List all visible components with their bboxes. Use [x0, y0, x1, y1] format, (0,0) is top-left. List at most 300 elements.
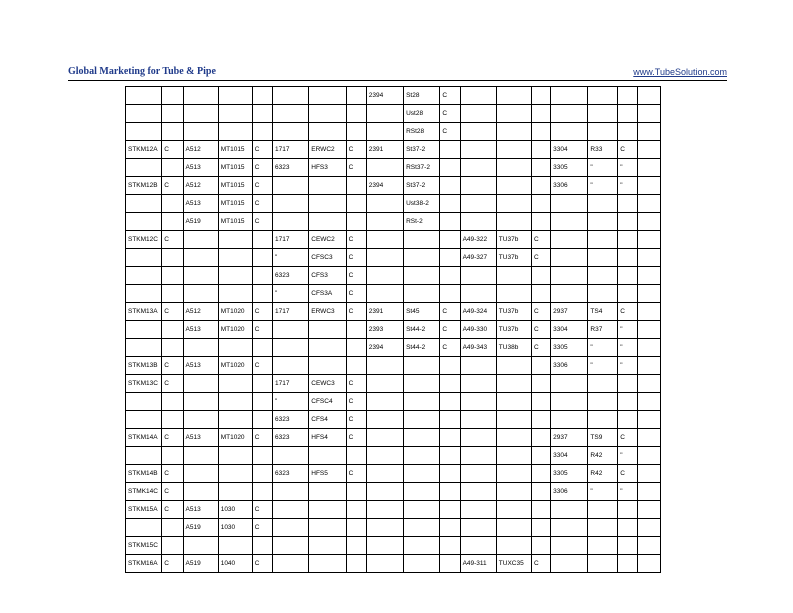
table-cell	[218, 483, 252, 501]
table-cell	[638, 555, 661, 573]
table-cell: C	[346, 231, 366, 249]
table-cell	[273, 357, 309, 375]
table-cell	[218, 249, 252, 267]
table-cell	[404, 411, 440, 429]
table-cell	[346, 213, 366, 231]
table-cell	[346, 483, 366, 501]
table-cell: 1717	[273, 303, 309, 321]
table-cell	[638, 519, 661, 537]
table-cell: STKM16A	[126, 555, 162, 573]
table-cell	[183, 231, 218, 249]
table-cell	[162, 321, 183, 339]
table-cell	[638, 267, 661, 285]
table-cell	[496, 447, 531, 465]
table-cell	[618, 411, 638, 429]
table-cell	[366, 465, 403, 483]
table-cell	[618, 375, 638, 393]
table-cell	[588, 231, 618, 249]
table-cell: MT1015	[218, 141, 252, 159]
table-cell: 6323	[273, 159, 309, 177]
table-cell	[162, 123, 183, 141]
table-cell	[460, 105, 496, 123]
table-cell	[531, 411, 550, 429]
table-cell: "	[618, 483, 638, 501]
table-cell	[638, 357, 661, 375]
table-row	[126, 429, 661, 447]
table-cell: A513	[183, 159, 218, 177]
table-cell	[183, 87, 218, 105]
table-cell	[551, 195, 588, 213]
table-cell	[183, 537, 218, 555]
table-cell	[460, 285, 496, 303]
table-cell: St37-2	[404, 141, 440, 159]
header-title: Global Marketing for Tube & Pipe	[68, 66, 216, 77]
table-cell: C	[252, 519, 272, 537]
table-cell: C	[162, 555, 183, 573]
table-cell	[638, 159, 661, 177]
table-cell	[366, 411, 403, 429]
table-row	[126, 249, 661, 267]
table-cell	[183, 375, 218, 393]
steel-grade-table	[125, 86, 661, 573]
table-cell	[309, 447, 346, 465]
table-cell	[218, 231, 252, 249]
table-cell	[638, 483, 661, 501]
table-cell	[638, 285, 661, 303]
table-cell	[218, 393, 252, 411]
table-cell	[638, 411, 661, 429]
table-cell: 3304	[551, 141, 588, 159]
table-cell	[252, 411, 272, 429]
table-cell	[309, 483, 346, 501]
table-cell: STKM12A	[126, 141, 162, 159]
table-row	[126, 267, 661, 285]
table-cell: STKM14A	[126, 429, 162, 447]
table-cell	[273, 87, 309, 105]
table-cell	[496, 159, 531, 177]
table-cell: St45	[404, 303, 440, 321]
table-cell	[346, 123, 366, 141]
table-cell	[440, 267, 460, 285]
table-cell	[551, 537, 588, 555]
table-row	[126, 87, 661, 105]
table-cell: 3305	[551, 465, 588, 483]
table-cell	[126, 213, 162, 231]
table-cell	[440, 465, 460, 483]
table-cell	[531, 159, 550, 177]
table-row	[126, 519, 661, 537]
table-cell: R42	[588, 465, 618, 483]
table-cell	[366, 231, 403, 249]
table-cell: C	[346, 303, 366, 321]
table-cell	[404, 429, 440, 447]
table-cell	[460, 195, 496, 213]
table-cell	[346, 519, 366, 537]
table-cell	[618, 537, 638, 555]
table-cell: C	[252, 213, 272, 231]
table-cell: MT1020	[218, 321, 252, 339]
table-cell	[309, 195, 346, 213]
table-cell: C	[618, 465, 638, 483]
table-cell: 1717	[273, 141, 309, 159]
table-cell	[638, 447, 661, 465]
table-row	[126, 285, 661, 303]
table-cell: C	[346, 249, 366, 267]
table-cell	[366, 501, 403, 519]
table-cell: C	[162, 429, 183, 447]
table-cell	[588, 393, 618, 411]
table-cell	[309, 213, 346, 231]
table-row	[126, 465, 661, 483]
table-cell	[531, 87, 550, 105]
table-cell	[366, 285, 403, 303]
table-cell	[346, 357, 366, 375]
table-cell	[218, 123, 252, 141]
table-cell: CFSC3	[309, 249, 346, 267]
table-cell	[618, 87, 638, 105]
table-cell: A519	[183, 555, 218, 573]
table-cell: 1030	[218, 519, 252, 537]
table-cell	[218, 285, 252, 303]
table-cell	[366, 195, 403, 213]
table-cell	[218, 375, 252, 393]
table-cell	[440, 375, 460, 393]
table-cell	[496, 267, 531, 285]
table-cell	[183, 105, 218, 123]
table-cell	[618, 285, 638, 303]
table-cell	[440, 249, 460, 267]
table-cell	[460, 501, 496, 519]
table-cell	[309, 555, 346, 573]
table-row	[126, 231, 661, 249]
table-row	[126, 159, 661, 177]
table-cell	[183, 123, 218, 141]
table-cell	[496, 411, 531, 429]
table-cell	[440, 447, 460, 465]
table-cell	[588, 285, 618, 303]
table-cell	[218, 411, 252, 429]
table-cell: CFS4	[309, 411, 346, 429]
table-cell	[366, 519, 403, 537]
table-cell	[618, 105, 638, 123]
table-cell	[460, 177, 496, 195]
table-cell	[126, 339, 162, 357]
table-cell	[404, 231, 440, 249]
table-cell	[404, 483, 440, 501]
table-cell	[404, 357, 440, 375]
table-cell: A49-327	[460, 249, 496, 267]
table-cell	[588, 267, 618, 285]
table-row	[126, 339, 661, 357]
table-cell: STMK14C	[126, 483, 162, 501]
table-cell	[183, 465, 218, 483]
table-cell: C	[162, 177, 183, 195]
table-cell	[460, 519, 496, 537]
table-cell	[252, 231, 272, 249]
header-divider	[68, 80, 727, 81]
table-cell: A513	[183, 429, 218, 447]
table-cell	[273, 483, 309, 501]
table-cell	[460, 537, 496, 555]
table-cell	[638, 375, 661, 393]
table-cell: STKM12C	[126, 231, 162, 249]
table-cell: "	[618, 339, 638, 357]
table-cell	[618, 123, 638, 141]
table-cell: R42	[588, 447, 618, 465]
table-cell: CFS3	[309, 267, 346, 285]
table-cell	[496, 213, 531, 231]
table-cell: C	[162, 375, 183, 393]
table-cell	[638, 321, 661, 339]
table-cell	[346, 339, 366, 357]
table-cell: Ust38-2	[404, 195, 440, 213]
table-cell: C	[252, 177, 272, 195]
table-cell	[460, 375, 496, 393]
table-cell	[252, 87, 272, 105]
table-cell	[638, 141, 661, 159]
table-row	[126, 501, 661, 519]
table-cell	[218, 267, 252, 285]
table-cell: C	[618, 429, 638, 447]
table-cell	[404, 555, 440, 573]
table-cell: 2391	[366, 141, 403, 159]
table-cell	[496, 357, 531, 375]
table-body	[126, 87, 661, 573]
table-cell	[309, 519, 346, 537]
table-cell: 3304	[551, 447, 588, 465]
table-cell: C	[346, 159, 366, 177]
table-cell: C	[162, 303, 183, 321]
table-cell	[638, 231, 661, 249]
table-cell	[162, 285, 183, 303]
table-cell	[551, 123, 588, 141]
table-cell	[126, 195, 162, 213]
table-cell: CFSC4	[309, 393, 346, 411]
table-cell	[404, 537, 440, 555]
table-cell	[531, 357, 550, 375]
table-cell: STKM13A	[126, 303, 162, 321]
table-cell: C	[618, 141, 638, 159]
table-cell: STKM14B	[126, 465, 162, 483]
table-cell	[404, 393, 440, 411]
table-cell: 2393	[366, 321, 403, 339]
table-cell: "	[588, 483, 618, 501]
table-cell	[366, 123, 403, 141]
table-cell	[588, 195, 618, 213]
table-cell	[588, 105, 618, 123]
table-cell	[404, 501, 440, 519]
table-cell: "	[273, 393, 309, 411]
table-cell	[551, 393, 588, 411]
table-cell	[531, 123, 550, 141]
table-cell	[162, 393, 183, 411]
table-cell	[551, 375, 588, 393]
table-row	[126, 213, 661, 231]
table-row	[126, 447, 661, 465]
table-cell	[551, 249, 588, 267]
table-cell	[183, 393, 218, 411]
table-cell	[531, 105, 550, 123]
table-cell	[183, 447, 218, 465]
table-cell	[162, 519, 183, 537]
table-cell	[638, 177, 661, 195]
table-cell	[460, 447, 496, 465]
table-cell	[366, 555, 403, 573]
table-cell	[638, 123, 661, 141]
table-cell	[252, 285, 272, 303]
table-cell	[618, 501, 638, 519]
table-cell	[638, 393, 661, 411]
table-cell	[531, 447, 550, 465]
table-cell: HFS5	[309, 465, 346, 483]
table-cell: TUXC35	[496, 555, 531, 573]
table-cell	[346, 195, 366, 213]
table-cell	[496, 519, 531, 537]
website-link[interactable]: www.TubeSolution.com	[633, 67, 727, 77]
table-cell	[440, 195, 460, 213]
table-cell: C	[252, 501, 272, 519]
table-cell: R33	[588, 141, 618, 159]
table-cell	[618, 393, 638, 411]
table-cell	[346, 105, 366, 123]
table-cell	[162, 339, 183, 357]
table-cell: TU37b	[496, 231, 531, 249]
table-cell	[551, 267, 588, 285]
table-cell: TU37b	[496, 321, 531, 339]
table-cell: MT1020	[218, 303, 252, 321]
table-row	[126, 303, 661, 321]
table-cell: A49-311	[460, 555, 496, 573]
table-cell: C	[252, 357, 272, 375]
table-cell	[496, 393, 531, 411]
table-cell	[531, 537, 550, 555]
table-cell	[440, 555, 460, 573]
table-cell	[531, 213, 550, 231]
table-cell	[162, 249, 183, 267]
table-cell	[551, 231, 588, 249]
table-cell	[366, 213, 403, 231]
table-cell: C	[162, 465, 183, 483]
table-cell: C	[531, 555, 550, 573]
table-cell	[366, 105, 403, 123]
table-cell	[183, 339, 218, 357]
table-cell: 6323	[273, 411, 309, 429]
table-cell: RSt28	[404, 123, 440, 141]
table-cell: "	[588, 339, 618, 357]
table-cell: C	[346, 267, 366, 285]
table-cell	[618, 519, 638, 537]
table-cell	[496, 105, 531, 123]
table-cell: STKM12B	[126, 177, 162, 195]
table-cell	[126, 159, 162, 177]
table-cell: A513	[183, 357, 218, 375]
table-cell	[273, 123, 309, 141]
table-cell	[531, 177, 550, 195]
table-row	[126, 375, 661, 393]
table-cell	[531, 393, 550, 411]
table-cell: C	[252, 321, 272, 339]
table-row	[126, 357, 661, 375]
table-cell: C	[162, 141, 183, 159]
table-cell: 2391	[366, 303, 403, 321]
table-cell: A512	[183, 303, 218, 321]
table-cell: MT1015	[218, 213, 252, 231]
table-cell: STKM15C	[126, 537, 162, 555]
table-cell	[273, 555, 309, 573]
table-cell	[162, 213, 183, 231]
table-cell: "	[588, 159, 618, 177]
table-cell	[440, 429, 460, 447]
table-cell	[496, 195, 531, 213]
table-cell: CFS3A	[309, 285, 346, 303]
table-cell	[346, 177, 366, 195]
table-cell: 6323	[273, 267, 309, 285]
table-cell: "	[618, 357, 638, 375]
table-cell: C	[162, 483, 183, 501]
table-cell	[460, 465, 496, 483]
table-cell	[218, 465, 252, 483]
table-cell	[126, 123, 162, 141]
table-cell	[618, 231, 638, 249]
table-cell: 3306	[551, 483, 588, 501]
table-cell: 6323	[273, 465, 309, 483]
table-cell	[440, 519, 460, 537]
table-cell: C	[531, 249, 550, 267]
table-cell	[183, 411, 218, 429]
table-cell	[346, 87, 366, 105]
table-cell	[309, 321, 346, 339]
table-cell	[531, 465, 550, 483]
table-cell	[460, 123, 496, 141]
table-cell: "	[273, 285, 309, 303]
table-cell	[366, 267, 403, 285]
table-cell: C	[162, 501, 183, 519]
table-cell	[460, 483, 496, 501]
table-cell: C	[346, 141, 366, 159]
table-cell	[309, 357, 346, 375]
table-cell	[366, 375, 403, 393]
table-cell: C	[346, 375, 366, 393]
table-cell: A519	[183, 213, 218, 231]
table-cell: C	[618, 303, 638, 321]
table-cell: "	[273, 249, 309, 267]
table-cell	[618, 213, 638, 231]
table-cell	[346, 501, 366, 519]
table-cell: St37-2	[404, 177, 440, 195]
table-cell	[252, 483, 272, 501]
table-cell	[126, 411, 162, 429]
table-row	[126, 195, 661, 213]
table-cell	[460, 87, 496, 105]
table-cell	[496, 375, 531, 393]
table-cell: HFS4	[309, 429, 346, 447]
table-cell	[252, 123, 272, 141]
table-cell: MT1015	[218, 159, 252, 177]
table-cell: C	[252, 159, 272, 177]
table-cell	[496, 123, 531, 141]
table-cell: C	[531, 321, 550, 339]
table-cell: 2394	[366, 87, 403, 105]
table-row	[126, 105, 661, 123]
table-cell	[273, 195, 309, 213]
table-cell	[531, 429, 550, 447]
table-cell: Ust28	[404, 105, 440, 123]
table-cell: A519	[183, 519, 218, 537]
table-cell	[346, 321, 366, 339]
page-header	[68, 66, 727, 80]
table-cell	[218, 339, 252, 357]
table-cell: 3304	[551, 321, 588, 339]
